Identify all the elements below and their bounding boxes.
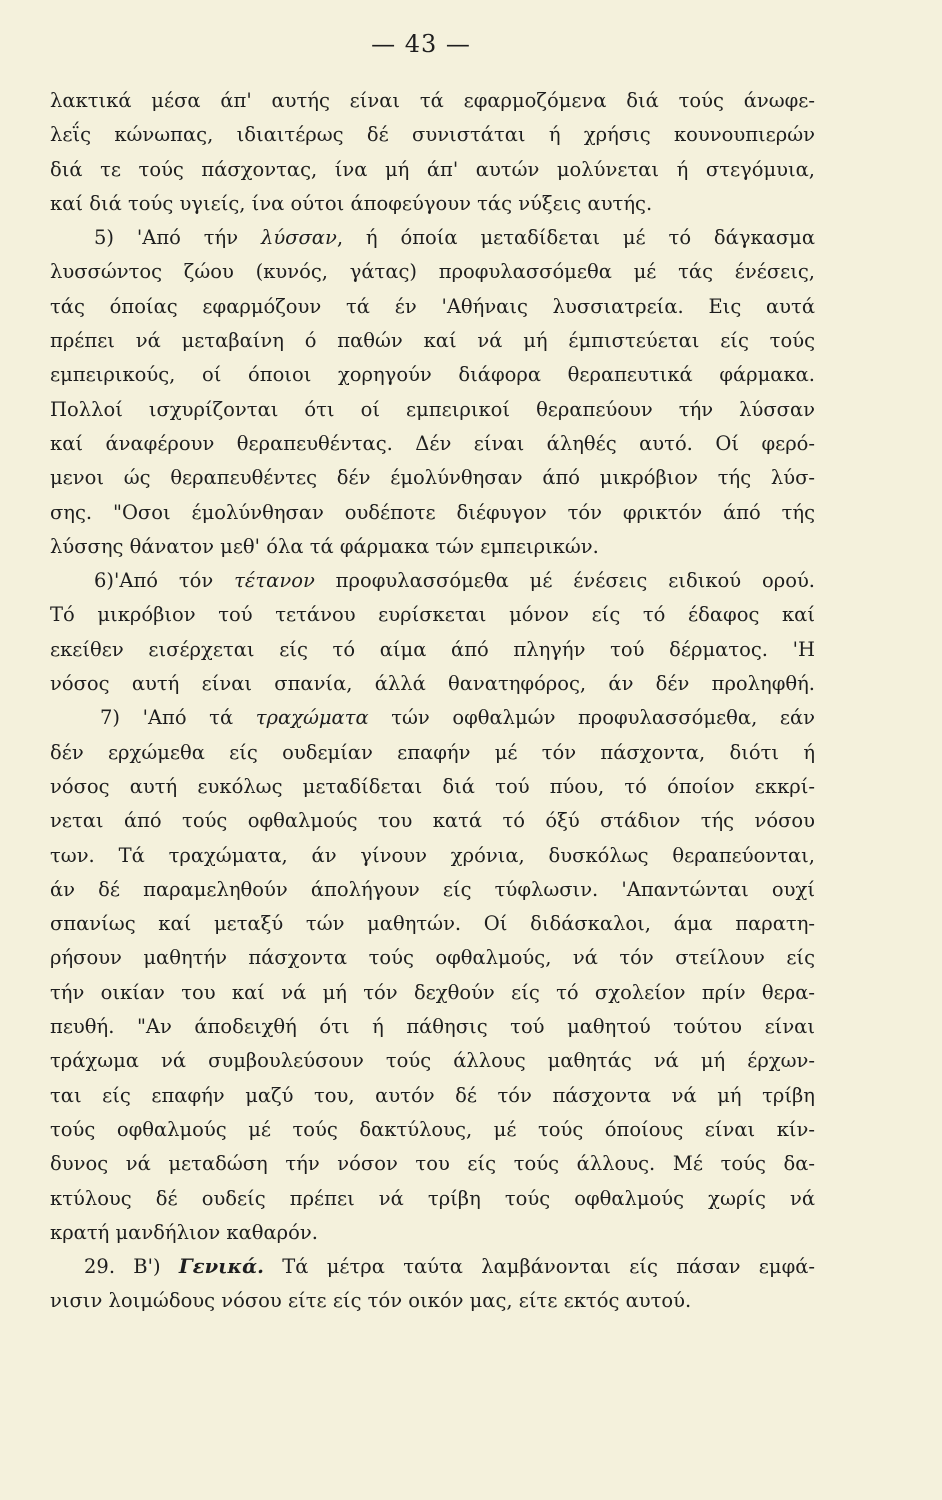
text-line: τάς όποίας εφαρμόζουν τά έν 'Αθήναις λυσσιατρεία. Εις αυτά <box>50 294 815 318</box>
page-number: — 43 — <box>371 30 471 58</box>
text-line: μενοι ώς θεραπευθέντες δέν έμολύνθησαν άπό μικρόβιον τής λύσ- <box>50 466 815 490</box>
text-line <box>50 1250 815 1284</box>
text-line: νισιν λοιμώδους νόσου είτε είς τόν οικόν μας, είτε εκτός αυτού. <box>50 1289 692 1313</box>
text-line: νεται άπό τούς οφθαλμούς του κατά τό όξύ στάδιον τής νόσου <box>50 809 815 833</box>
text-line: Πολλοί ισχυρίζονται ότι οί εμπειρικοί θεραπεύουν τήν λύσσαν <box>50 397 815 421</box>
text-line: νόσος αυτή ευκόλως μεταδίδεται διά τού πύου, τό όποίον εκκρί- <box>50 774 815 798</box>
italic-term: τέτανον <box>234 569 315 593</box>
text-line: ρήσουν μαθητήν πάσχοντα τούς οφθαλμούς, νά τόν στείλουν είς <box>50 946 815 970</box>
text-line: άν δέ παραμεληθούν άπολήγουν είς τύφλωσιν. 'Απαντώνται ουχί <box>50 877 815 901</box>
text-span: , ή όποία μεταδίδεται μέ τό δάγκασμα <box>336 226 815 250</box>
text-span: προφυλασσόμεθα μέ ένέσεις ειδικού ορού. <box>314 569 815 593</box>
text-line: τράχωμα νά συμβουλεύσουν τούς άλλους μαθητάς νά μή έρχων- <box>50 1049 815 1073</box>
text-line: λακτικά μέσα άπ' αυτής είναι τά εφαρμοζόμενα διά τούς άνωφε- <box>50 89 815 112</box>
text-span: Τά μέτρα ταύτα λαμβάνονται είς πάσαν εμφά- <box>263 1255 815 1279</box>
body-text <box>50 84 815 1319</box>
text-line: ται είς επαφήν μαζύ του, αυτόν δέ τόν πάσχοντα νά μή τρίβη <box>50 1083 815 1107</box>
text-span: 6)'Από τόν <box>94 569 235 593</box>
text-line: λυσσώντος ζώου (κυνός, γάτας) προφυλασσόμεθα μέ τάς ένέσεις, <box>50 260 815 284</box>
text-line: των. Τά τραχώματα, άν γίνουν χρόνια, δυσκόλως θεραπεύονται, <box>50 843 815 867</box>
text-line: εκείθεν εισέρχεται είς τό αίμα άπό πληγήν τού δέρματος. 'Η <box>50 637 815 661</box>
text-line: εμπειρικούς, οί όποιοι χορηγούν διάφορα θεραπευτικά φάρμακα. <box>50 363 815 387</box>
text-line: καί διά τούς υγιείς, ίνα ούτοι άποφεύγουν τάς νύξεις αυτής. <box>50 191 653 215</box>
text-line: Τό μικρόβιον τού τετάνου ευρίσκεται μόνον είς τό έδαφος καί <box>50 603 815 627</box>
text-line: τήν οικίαν του καί νά μή τόν δεχθούν είς τό σχολείον πρίν θερα- <box>50 980 815 1004</box>
text-span: 7) 'Από τά <box>100 706 256 730</box>
text-line <box>50 701 815 735</box>
text-line <box>50 564 815 598</box>
text-line: νόσος αυτή είναι σπανία, άλλά θανατηφόρος, άν δέν προληφθή. <box>50 672 815 696</box>
text-line: καί άναφέρουν θεραπευθέντας. Δέν είναι άληθές αυτό. Οί φερό- <box>50 431 815 455</box>
text-line: πρέπει νά μεταβαίνη ό παθών καί νά μή έμπιστεύεται είς τούς <box>50 329 815 353</box>
text-line: τούς οφθαλμούς μέ τούς δακτύλους, μέ τούς όποίους είναι κίν- <box>50 1117 815 1141</box>
text-span: τών οφθαλμών προφυλασσόμεθα, εάν <box>368 706 815 730</box>
text-span: 5) 'Από τήν <box>94 226 261 250</box>
section-number: 29. Β') <box>84 1255 179 1279</box>
text-line <box>50 221 815 255</box>
text-line: σπανίως καί μεταξύ τών μαθητών. Οί διδάσκαλοι, άμα παρατη- <box>50 912 815 936</box>
text-line: δυνος νά μεταδώση τήν νόσον του είς τούς άλλους. Μέ τούς δα- <box>50 1152 815 1176</box>
text-line: διά τε τούς πάσχοντας, ίνα μή άπ' αυτών μολύνεται ή στεγόμυια, <box>50 157 815 181</box>
text-line: πευθή. "Αν άποδειχθή ότι ή πάθησις τού μαθητού τούτου είναι <box>50 1015 815 1039</box>
text-line: λύσσης θάνατον μεθ' όλα τά φάρμακα τών εμπειρικών. <box>50 534 599 558</box>
text-line: λεΐς κώνωπας, ιδιαιτέρως δέ συνιστάται ή χρήσις κουνουπιερών <box>50 123 815 147</box>
text-line: δέν ερχώμεθα είς ουδεμίαν επαφήν μέ τόν πάσχοντα, διότι ή <box>50 740 815 764</box>
italic-term: τραχώματα <box>255 706 369 730</box>
italic-term: λύσσαν <box>260 226 337 250</box>
text-line: κρατή μανδήλιον καθαρόν. <box>50 1220 318 1244</box>
text-line: σης. "Οσοι έμολύνθησαν ουδέποτε διέφυγον τόν φρικτόν άπό τής <box>50 500 815 524</box>
text-line: κτύλους δέ ουδείς πρέπει νά τρίβη τούς οφθαλμούς χωρίς νά <box>50 1186 815 1210</box>
section-heading: Γενικά. <box>178 1255 264 1279</box>
